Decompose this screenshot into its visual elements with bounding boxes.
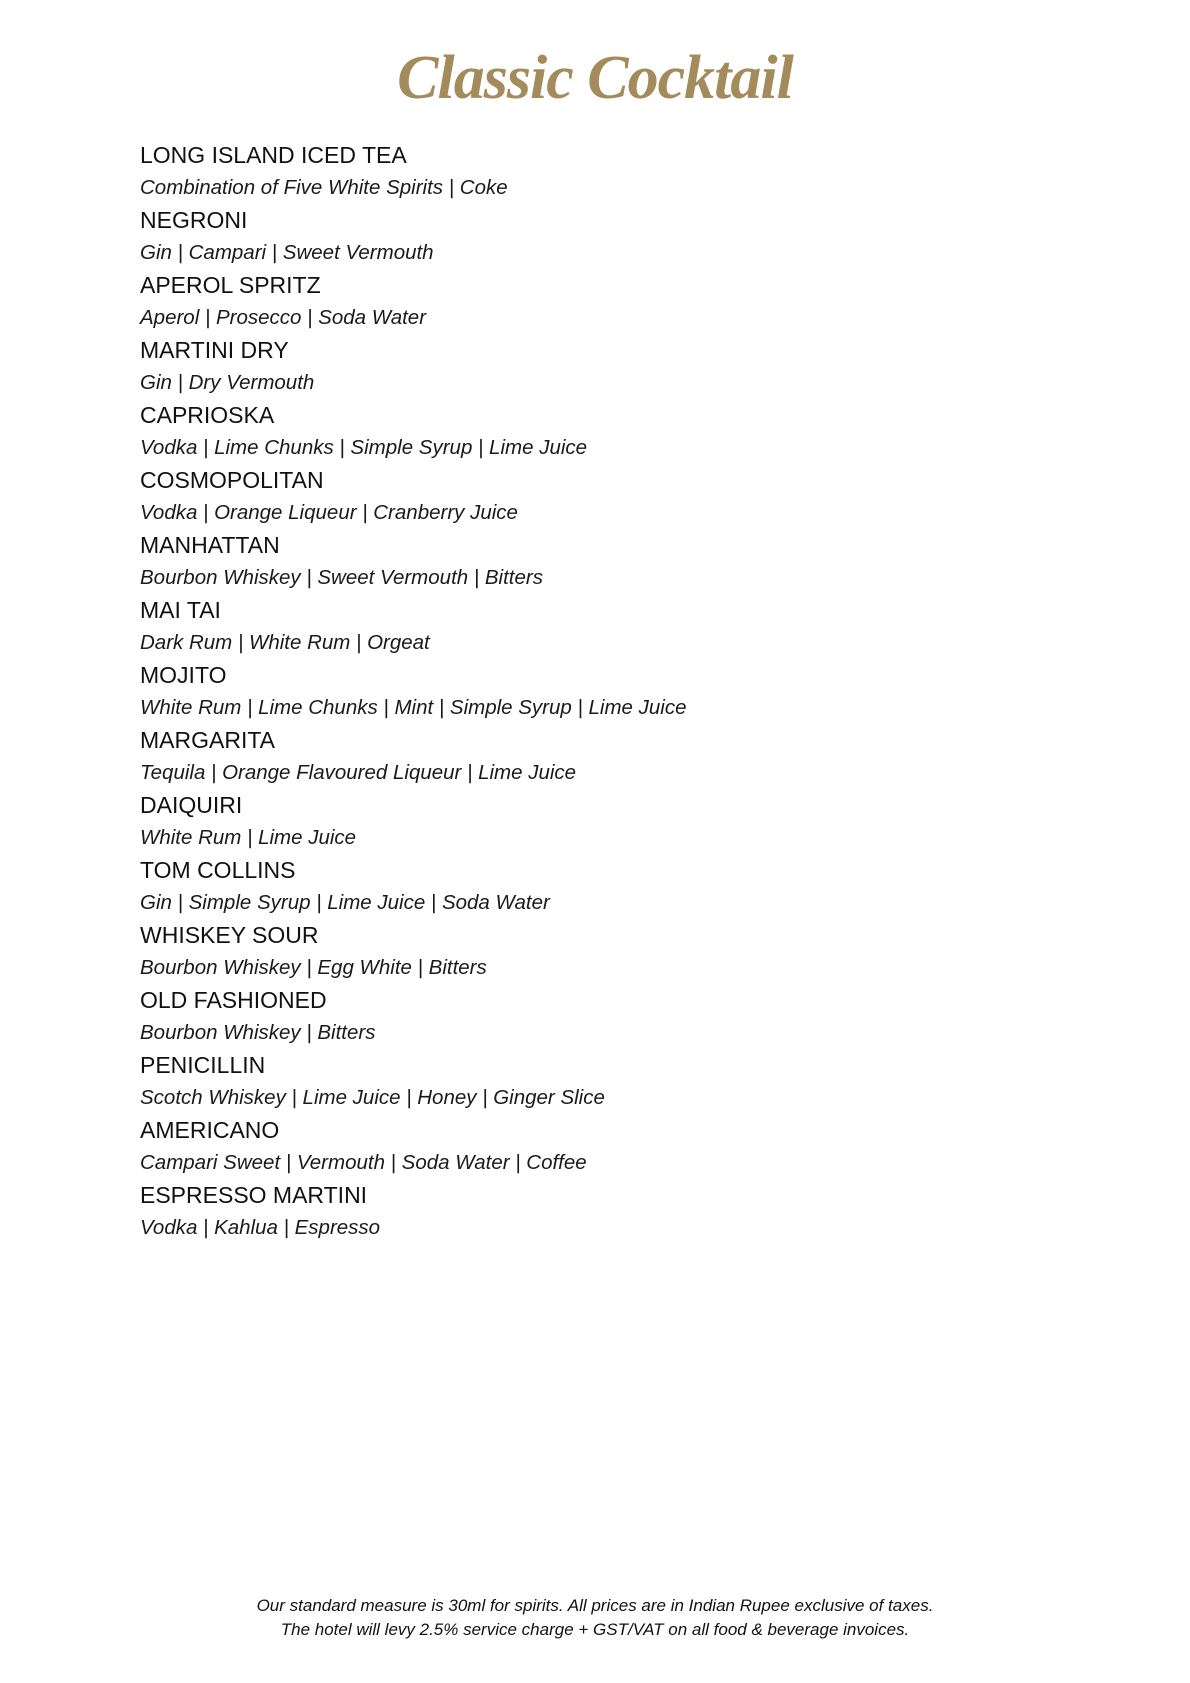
menu-item <box>140 984 1040 1049</box>
menu-item <box>140 269 1040 334</box>
cocktail-name: MAI TAI <box>140 597 221 623</box>
cocktail-ingredients: Vodka | Lime Chunks | Simple Syrup | Lime Juice <box>140 436 588 459</box>
cocktail-ingredients: Gin | Dry Vermouth <box>140 371 315 394</box>
cocktail-name: LONG ISLAND ICED TEA <box>140 142 407 168</box>
cocktail-list <box>140 139 1040 1244</box>
menu-item <box>140 919 1040 984</box>
cocktail-name: DAIQUIRI <box>140 792 243 818</box>
cocktail-name: MANHATTAN <box>140 532 280 558</box>
menu-item <box>140 1049 1040 1114</box>
cocktail-ingredients: Dark Rum | White Rum | Orgeat <box>140 631 430 654</box>
cocktail-ingredients: White Rum | Lime Chunks | Mint | Simple Syrup | Lime Juice <box>140 696 687 719</box>
cocktail-name: MOJITO <box>140 662 227 688</box>
cocktail-ingredients: Vodka | Orange Liqueur | Cranberry Juice <box>140 501 518 524</box>
cocktail-ingredients: Gin | Simple Syrup | Lime Juice | Soda Water <box>140 891 550 914</box>
cocktail-name: ESPRESSO MARTINI <box>140 1182 368 1208</box>
menu-item <box>140 1179 1040 1244</box>
cocktail-name: COSMOPOLITAN <box>140 467 324 493</box>
footer-line-service-charge: The hotel will levy 2.5% service charge + GST/VAT on all food & beverage invoices. <box>280 1620 910 1639</box>
cocktail-name: PENICILLIN <box>140 1052 266 1078</box>
cocktail-ingredients: Aperol | Prosecco | Soda Water <box>140 306 427 329</box>
cocktail-name: NEGRONI <box>140 207 248 233</box>
menu-item <box>140 334 1040 399</box>
footer-note <box>0 1594 1190 1642</box>
cocktail-ingredients: Tequila | Orange Flavoured Liqueur | Lime Juice <box>140 761 577 784</box>
cocktail-ingredients: White Rum | Lime Juice <box>140 826 357 849</box>
menu-item <box>140 789 1040 854</box>
cocktail-ingredients: Bourbon Whiskey | Egg White | Bitters <box>140 956 487 979</box>
cocktail-ingredients: Bourbon Whiskey | Sweet Vermouth | Bitters <box>140 566 543 589</box>
cocktail-name: TOM COLLINS <box>140 857 296 883</box>
menu-item <box>140 139 1040 204</box>
menu-item <box>140 659 1040 724</box>
menu-item <box>140 1114 1040 1179</box>
menu-item <box>140 529 1040 594</box>
menu-item <box>140 724 1040 789</box>
cocktail-name: APEROL SPRITZ <box>140 272 321 298</box>
cocktail-ingredients: Campari Sweet | Vermouth | Soda Water | Coffee <box>140 1151 587 1174</box>
cocktail-name: CAPRIOSKA <box>140 402 275 428</box>
menu-item <box>140 594 1040 659</box>
cocktail-ingredients: Vodka | Kahlua | Espresso <box>140 1216 381 1239</box>
cocktail-ingredients: Gin | Campari | Sweet Vermouth <box>140 241 434 264</box>
cocktail-name: WHISKEY SOUR <box>140 922 319 948</box>
footer-line-measure: Our standard measure is 30ml for spirits. All prices are in Indian Rupee exclusive of taxes. <box>256 1596 934 1615</box>
cocktail-name: OLD FASHIONED <box>140 987 327 1013</box>
menu-item <box>140 854 1040 919</box>
menu-item <box>140 464 1040 529</box>
cocktail-ingredients: Scotch Whiskey | Lime Juice | Honey | Ginger Slice <box>140 1086 605 1109</box>
cocktail-name: MARGARITA <box>140 727 276 753</box>
cocktail-ingredients: Bourbon Whiskey | Bitters <box>140 1021 376 1044</box>
menu-item <box>140 204 1040 269</box>
page-title: Classic Cocktail <box>397 44 793 112</box>
cocktail-ingredients: Combination of Five White Spirits | Coke <box>140 176 508 199</box>
menu-item <box>140 399 1040 464</box>
cocktail-name: AMERICANO <box>140 1117 280 1143</box>
cocktail-name: MARTINI DRY <box>140 337 289 363</box>
